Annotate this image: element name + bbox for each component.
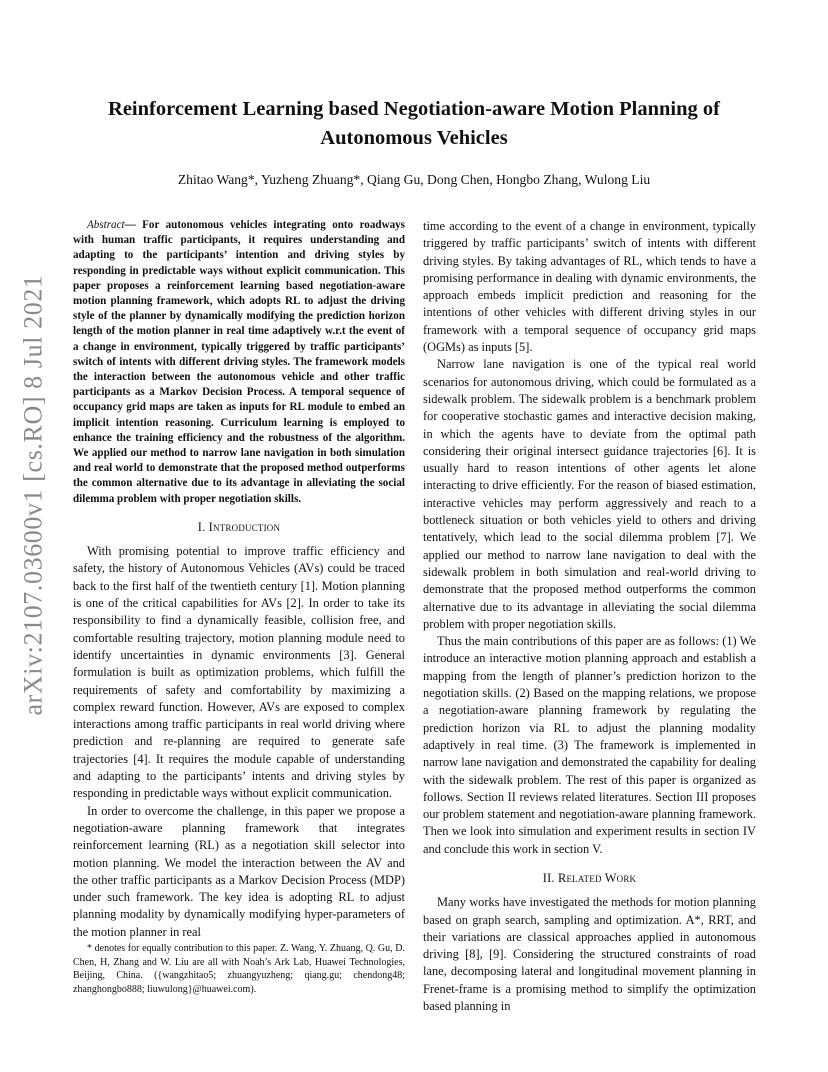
paragraph: Thus the main contributions of this paper are as follows: (1) We introduce an interactive motion planning approach and establish a mapping from the length of planner’s prediction horizon to the negotiation skills. (2) Based on the mapping relations, we propose a negotiation-aware planning framework by regulating the prediction horizon via RL to adjust the planning modality adaptively in real time. (3) The framework is implemented in narrow lane navigation and demonstrated the capability for dealing with the sidewalk problem. The rest of this paper is organized as follows. Section II reviews related literatures. Section III proposes our problem statement and negotiation-aware planning framework. Then we look into simulation and experiment results in section IV and conclude this work in section V. — [423, 634, 756, 856]
paper-title: Reinforcement Learning based Negotiation-aware Motion Planning of Autonomous Vehicles — [108, 98, 720, 149]
footnote-text: * denotes for equally contribution to this paper. Z. Wang, Y. Zhuang, Q. Gu, D. Chen, H, Zhang and W. Liu are all with Noah’s Ark Lab, Huawei Technologies, Beijing, China. ({wangzhitao5; zhuangyuzheng; qiang.gu; chendong48; zhanghongbo888; liuwulong}@huawei.com). — [73, 943, 405, 995]
paragraph: With promising potential to improve traffic efficiency and safety, the history of Autonomous Vehicles (AVs) could be traced back to the first half of the twentieth century [1]. Motion planning is one of the critical capabilities for AVs [2]. In order to take its responsibility to find a dynamically feasible, collision free, and comfortable resulting trajectory, motion planning module need to identify uncertainties in dynamic environments [3]. General formulation is built as optimization problems, which fulfill the requirements of safety and comfortability by maximizing a complex reward function. However, AVs are exposed to complex interactions among traffic participants in real world driving where prediction and re-planning are required to generate safe trajectories [4]. It requires the module capable of understanding and adapting to the participants’ intents and driving styles by responding in predictable ways without explicit communication. — [73, 544, 405, 801]
right-column — [423, 218, 756, 1015]
section-heading-related-work: II. Related Work — [542, 870, 637, 885]
section-heading-introduction: I. Introduction — [197, 519, 281, 534]
left-column — [73, 218, 405, 941]
paragraph: In order to overcome the challenge, in this paper we propose a negotiation-aware planning framework that integrates reinforcement learning (RL) as a negotiation skill selector into motion planning. We model the interaction between the AV and the other traffic participants as a Markov Decision Process (MDP) under such framework. The key idea is adopting RL to adjust planning modality by dynamically modifying hyper-parameters of the motion planner in real — [73, 803, 405, 939]
arxiv-identifier: arXiv:2107.03600v1 [cs.RO] 8 Jul 2021 — [19, 274, 48, 716]
paragraph: Many works have investigated the methods for motion planning based on graph search, sampling and optimization. A*, RRT, and their variations are classical approaches applied in autonomous driving [8], [9]. Considering the structured constraints of road lane, decomposing lateral and longitudinal movement planning in Frenet-frame is a promising method to simplify the optimization based planning in — [423, 895, 756, 1014]
abstract — [73, 218, 405, 507]
paragraph: Narrow lane navigation is one of the typical real world scenarios for autonomous driving, which could be formulated as a sidewalk problem. The sidewalk problem is a benchmark problem for cooperative stochastic games and interactive decision making, in which the agents have to deviate from the optimal path considering their original intersect guidance trajectories [6]. It is usually hard to reason intentions of other agents let alone interacting to drive efficiently. For the reason of biased estimation, interactive vehicles may perform aggressively and reach to a bottleneck situation or both vehicles yield to others and driving tentatively, which lead to the social dilemma problem [7]. We applied our method to narrow lane navigation to deal with the sidewalk problem in both simulation and real-world driving to demonstrate that the proposed method outperforms the common alternative due to its advantage in alleviating the social dilemma problem with proper negotiation skills. — [423, 357, 756, 631]
abstract-label: Abstract — [87, 219, 125, 231]
abstract-text: — For autonomous vehicles integrating onto roadways with human traffic participants, it requires understanding and adapting to the participants’ intention and driving styles by responding in predictable ways without explicit communication. This paper proposes a reinforcement learning based negotiation-aware motion planning framework, which adopts RL to adjust the driving style of the planner by dynamically modifying the prediction horizon length of the motion planner in real time adaptively w.r.t the event of a change in environment, typically triggered by traffic participants’ switch of intents with different driving styles. The framework models the interaction between the autonomous vehicle and other traffic participants as a Markov Decision Process. A temporal sequence of occupancy grid maps are taken as inputs for RL module to embed an implicit intention reasoning. Curriculum learning is employed to enhance the training efficiency and the robustness of the algorithm. We applied our method to narrow lane navigation in both simulation and real world to demonstrate that the proposed method outperforms the common alternative due to its advantage in alleviating the social dilemma problem with proper negotiation skills. — [73, 219, 405, 505]
footnote — [73, 942, 405, 996]
author-list: Zhitao Wang*, Yuzheng Zhuang*, Qiang Gu, Dong Chen, Hongbo Zhang, Wulong Liu — [177, 172, 651, 187]
arxiv-sidebar — [14, 274, 54, 716]
paragraph-continuation: time according to the event of a change in environment, typically triggered by traffic participants’ switch of intents with different driving styles. By taking advantages of RL, which tends to have a promising performance in dealing with dynamic environments, the approach embeds implicit prediction and reasoning for the intentions of other vehicles with different driving styles in our framework with a temporal sequence of occupancy grid maps (OGMs) as inputs [5]. — [423, 219, 756, 355]
